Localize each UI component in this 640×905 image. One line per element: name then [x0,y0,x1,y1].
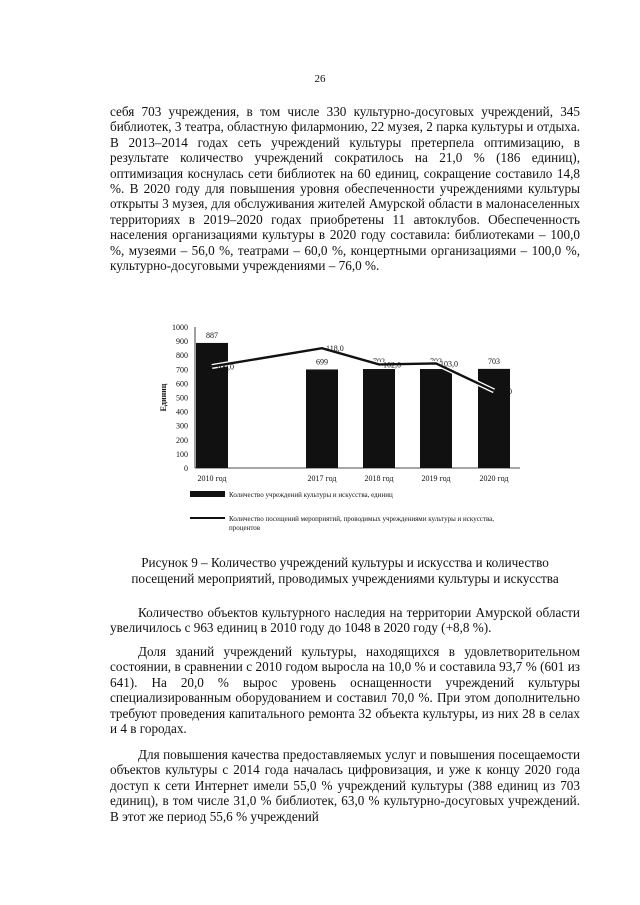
bar [420,369,452,468]
legend-line-label: Количество посещений мероприятий, проводимых учреждениями культуры и искусства, процентов [229,515,495,532]
y-tick-label: 600 [176,379,188,389]
y-tick-label: 900 [176,337,188,347]
y-tick-label: 300 [176,421,188,431]
y-tick-label: 0 [184,464,188,473]
y-tick-label: 400 [176,407,188,417]
line-value-label: 118,0 [326,344,344,354]
bar [363,369,395,468]
page-number: 26 [314,73,326,85]
figure-chart [150,315,590,547]
x-category-label: 2018 год [364,474,394,483]
chart-svg [150,315,590,547]
line-value-label: 100,0 [216,362,234,372]
paragraph-digitalization: Для повышения качества предоставляемых услуг и повышения посещаемости объектов культуры с 2014 года началась цифровизация, и уже к концу 2020 года доступ к сети Интернет имели 55,0 % учреждений культуры (388 единиц из 703 единиц), в том числе 31,0 % библиотек, 63,0 % культурно-досуговых учреждений. В этот же период 55,6 % учреждений [110,747,580,824]
paragraph-institutions: себя 703 учреждения, в том числе 330 культурно-досуговых учреждений, 345 библиотек, 3 театра, областную филармонию, 22 музея, 2 парка культуры и отдыха. В 2013–2014 годах сеть учреждений культуры претерпела оптимизацию, в результате количество учреждений сократилось на 21,0 % (186 единиц), оптимизация коснулась сети библиотек на 60 единиц, сокращение составило 14,8 %. В 2020 году для повышения уровня обеспеченности учреждениями культуры открыты 3 музея, для обслуживания жителей Амурской области в малонаселенных территориях в 2019–2020 годах приобретены 11 автоклубов. Обеспеченность населения организациями культуры в 2020 году составила: библиотеками – 100,0 %, музеями – 56,0 %, театрами – 60,0 %, концертными организациями – 100,0 %, культурно-досуговыми учреждениями – 76,0 %. [110,104,580,274]
bar-value-label: 703 [488,356,500,366]
y-tick-label: 700 [176,365,188,375]
bar [306,369,338,468]
line-value-label: 102,0 [383,360,401,370]
y-tick-label: 200 [176,435,188,445]
y-axis-title: Единиц [159,383,168,412]
bar-value-label: 699 [316,357,328,367]
y-tick-label: 100 [176,449,188,459]
y-tick-label: 1000 [172,323,188,332]
x-category-label: 2019 год [421,474,451,483]
y-tick-label: 800 [176,351,188,361]
x-category-label: 2020 год [479,474,509,483]
legend-bar-swatch [190,491,225,497]
line-value-label: 103,0 [440,359,458,369]
y-tick-label: 500 [176,393,188,403]
paragraph-heritage: Количество объектов культурного наследия на территории Амурской области увеличилось с 963 единиц в 2010 году до 1048 в 2020 году (+8,8 %). [110,605,580,636]
legend-bar-label: Количество учреждений культуры и искусства, единиц [229,491,393,499]
bar-value-label: 702 [430,357,442,367]
line-value-label: 76,0 [498,386,512,396]
bar-value-label: 887 [206,330,218,340]
bar-value-label: 702 [373,357,385,367]
x-category-label: 2017 год [307,474,337,483]
x-category-label: 2010 год [197,474,227,483]
paragraph-buildings: Доля зданий учреждений культуры, находящихся в удовлетворительном состоянии, в сравнении с 2010 годом выросла на 10,0 % и составила 93,7 % (601 из 641). На 20,0 % вырос уровень оснащенности учреждений культуры специализированным оборудованием и составил 70,0 %. При этом дополнительно требуют проведения капитального ремонта 32 объекта культуры, из них 28 в селах и 4 в городах. [110,644,580,737]
figure-caption: Рисунок 9 – Количество учреждений культуры и искусства и количество посещений мероприятий, проводимых учреждениями культуры и искусства [131,555,559,586]
